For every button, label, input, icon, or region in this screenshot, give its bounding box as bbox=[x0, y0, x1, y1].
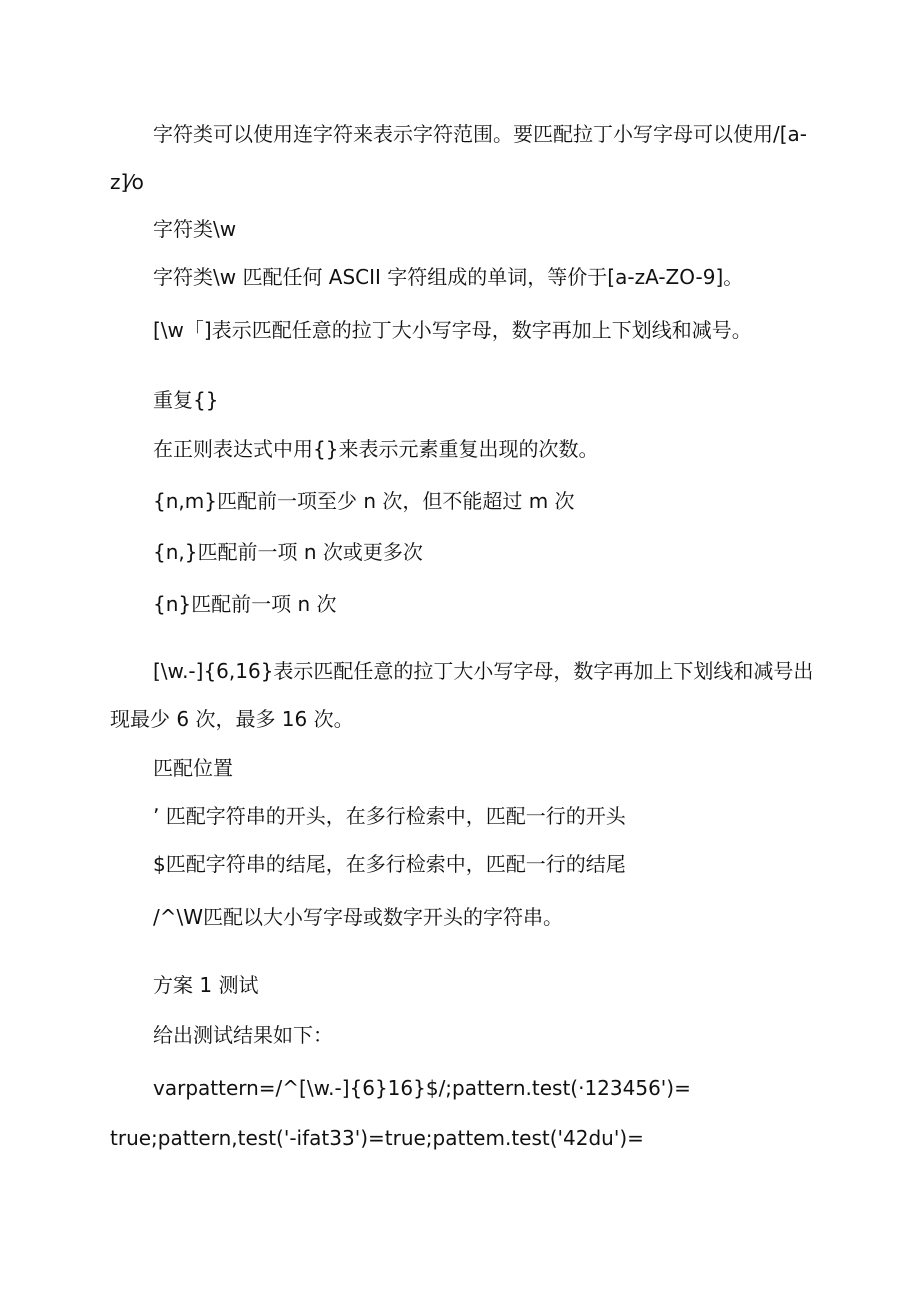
heading-match-position: 匹配位置 bbox=[153, 756, 233, 780]
paragraph-dollar-end: $匹配字符串的结尾，在多行检索中，匹配一行的结尾 bbox=[153, 852, 626, 876]
heading-plan-1-test: 方案 1 测试 bbox=[153, 973, 259, 997]
code-pattern-test-line-1: varpattern=/^[\w.-]{6}16}$/;pattern.test(·123456')= bbox=[153, 1076, 691, 1100]
paragraph-character-range-line-2: z]⁄o bbox=[110, 170, 144, 194]
paragraph-repeat-description: 在正则表达式中用{}来表示元素重复出现的次数。 bbox=[153, 437, 599, 461]
paragraph-character-range-line-1: 字符类可以使用连字符来表示字符范围。要匹配拉丁小写字母可以使用/[a- bbox=[153, 122, 808, 146]
paragraph-w-6-16-line-1: [\w.-]{6,16}表示匹配任意的拉丁大小写字母，数字再加上下划线和减号出 bbox=[153, 659, 814, 683]
paragraph-test-results-intro: 给出测试结果如下： bbox=[153, 1023, 333, 1047]
paragraph-repeat-n-or-more: {n,}匹配前一项 n 次或更多次 bbox=[153, 540, 423, 564]
paragraph-w-matches-ascii: 字符类\w 匹配任何 ASCII 字符组成的单词，等价于[a-zA-ZO-9]。 bbox=[153, 265, 744, 289]
paragraph-caret-w-example: /^\W匹配以大小写字母或数字开头的字符串。 bbox=[153, 905, 564, 929]
paragraph-caret-start: ʼ 匹配字符串的开头，在多行检索中，匹配一行的开头 bbox=[153, 804, 626, 828]
code-pattern-test-line-2: true;pattern,test('-ifat33')=true;pattem.test('42du')= bbox=[110, 1126, 644, 1150]
heading-character-class-w: 字符类\w bbox=[153, 217, 237, 241]
paragraph-w-6-16-line-2: 现最少 6 次，最多 16 次。 bbox=[110, 707, 354, 731]
heading-repeat-braces: 重复{} bbox=[153, 388, 219, 412]
paragraph-w-bracket-meaning: [\w「]表示匹配任意的拉丁大小写字母，数字再加上下划线和减号。 bbox=[153, 318, 752, 342]
paragraph-repeat-n-m: {n,m}匹配前一项至少 n 次，但不能超过 m 次 bbox=[153, 489, 575, 513]
paragraph-repeat-exactly-n: {n}匹配前一项 n 次 bbox=[153, 592, 337, 616]
